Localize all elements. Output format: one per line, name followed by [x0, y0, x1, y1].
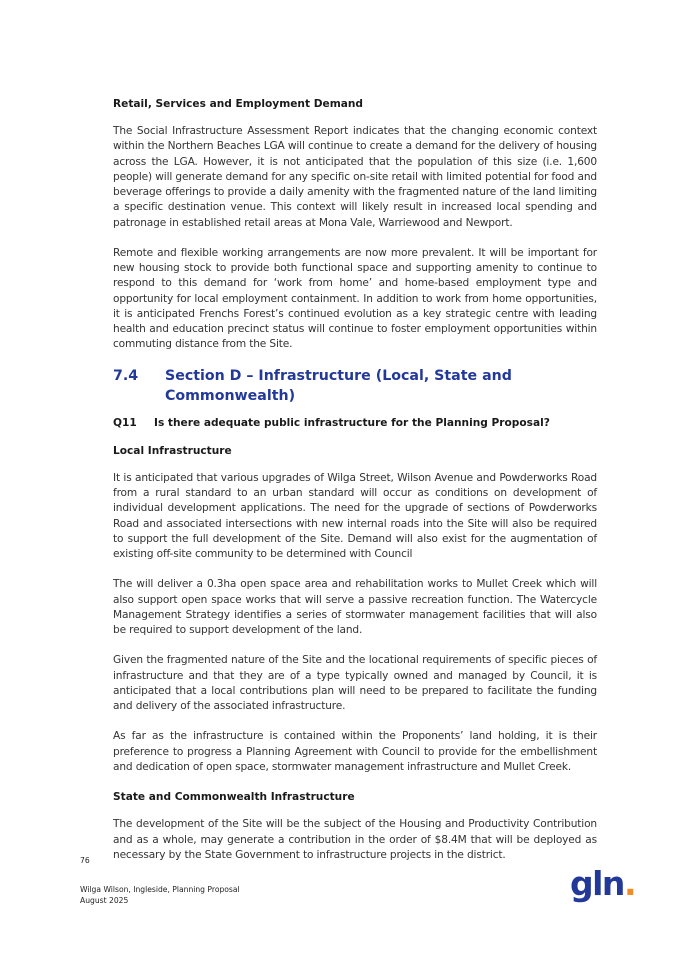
logo-text: gln [570, 864, 624, 903]
retail-paragraph-2: Remote and flexible working arrangements are now more prevalent. It will be important for new housing stock to provide both functional space and supporting amenity to continue to respond to this demand for ‘work from home’ and home-based employment type and opportunity for local employment containment. In addition to work from home opportunities, it is anticipated Frenchs Forest’s continued evolution as a key strategic centre with leading health and education precinct status will continue to foster employment opportunities within commuting distance from the Site. [113, 246, 597, 351]
gln-logo [570, 866, 635, 902]
local-paragraph-1: It is anticipated that various upgrades of Wilga Street, Wilson Avenue and Powderworks Road from a rural standard to an urban standard will occur as conditions on development of individual development applications. The need for the upgrade of sections of Powderworks Road and associated intersections with new internal roads into the Site will also be required to support the full development of the Site. Demand will also exist for the augmentation of existing off-site community to be determined with Council [113, 471, 597, 561]
local-paragraph-4: As far as the infrastructure is contained within the Proponents’ land holding, it is their preference to progress a Planning Agreement with Council to provide for the embellishment and dedication of open space, stormwater management infrastructure and Mullet Creek. [113, 730, 597, 773]
question-text: Is there adequate public infrastructure for the Planning Proposal? [154, 416, 550, 429]
question-heading [113, 416, 597, 431]
local-paragraph-2: The will deliver a 0.3ha open space area and rehabilitation works to Mullet Creek which will also support open space works that will serve a passive recreation function. The Watercycle Management Strategy identifies a series of stormwater management facilities that will also be required to support development of the land. [113, 578, 597, 637]
section-number: 7.4 [113, 367, 139, 384]
section-title: Section D – Infrastructure (Local, State and Commonwealth) [164, 367, 512, 404]
footer-doc-title: Wilga Wilson, Ingleside, Planning Proposal [80, 885, 240, 894]
local-paragraph-3: Given the fragmented nature of the Site and the locational requirements of specific pieces of infrastructure and that they are of a type typically owned and managed by Council, it is anticipated that a local contributions plan will need to be prepared to facilitate the funding and delivery of the associated infrastructure. [113, 654, 597, 713]
retail-paragraph-1: The Social Infrastructure Assessment Report indicates that the changing economic context within the Northern Beaches LGA will continue to create a demand for the delivery of housing across the LGA. However, it is not anticipated that the population of this size (i.e. 1,600 people) will generate demand for any specific on-site retail with limited potential for food and beverage offerings to provide a daily amenity with the fragmented nature of the land limiting a specific destination venue. This context will likely result in increased local spending and patronage in established retail areas at Mona Vale, Warriewood and Newport. [113, 125, 597, 229]
state-infrastructure-heading: State and Commonwealth Infrastructure [113, 791, 355, 804]
question-number: Q11 [113, 416, 137, 429]
state-paragraph-1: The development of the Site will be the subject of the Housing and Productivity Contribution and as a whole, may generate a contribution in the order of $8.4M that will be deployed as necessary by the State Government to infrastructure projects in the district. [113, 818, 597, 861]
local-infrastructure-heading: Local Infrastructure [113, 444, 232, 457]
footer-date: August 2025 [80, 896, 129, 905]
page-content [113, 97, 597, 878]
logo-dot: . [623, 864, 635, 903]
page-number: 76 [80, 856, 90, 865]
section-heading [113, 366, 597, 406]
retail-heading: Retail, Services and Employment Demand [113, 98, 364, 110]
footer-text [80, 884, 240, 906]
